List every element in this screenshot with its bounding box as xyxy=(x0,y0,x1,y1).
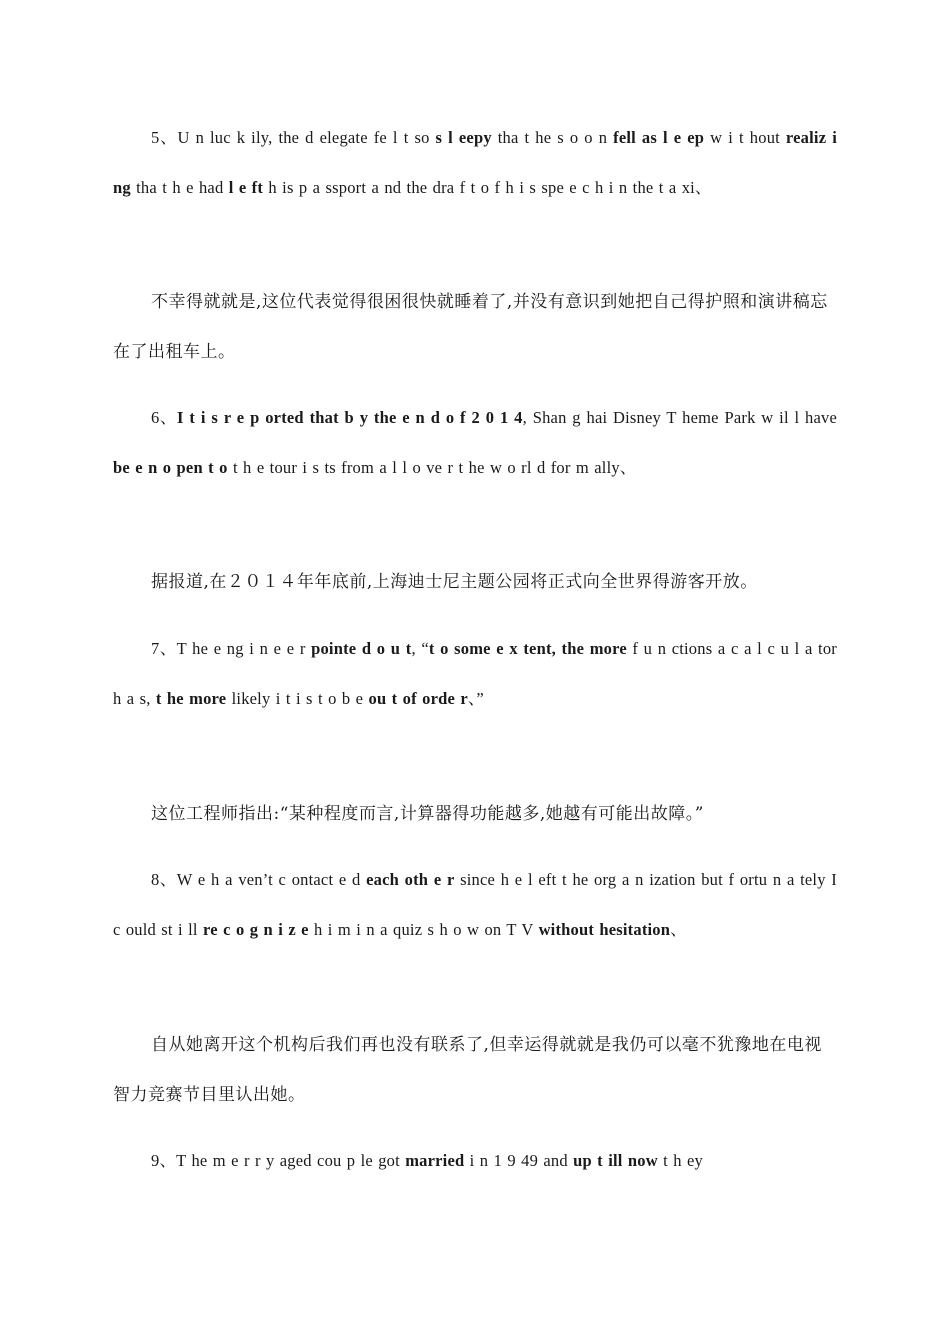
text-run: 8、W e h a ven’t c ontact e d xyxy=(151,870,367,889)
sentence-5-chinese: 不幸得就就是,这位代表觉得很困很快就睡着了,并没有意识到她把自己得护照和演讲稿忘在了出租车上。 xyxy=(113,292,828,362)
sentence-6-chinese: 据报道,在２０１４年年底前,上海迪士尼主题公园将正式向全世界得游客开放。 xyxy=(151,572,758,592)
bold-phrase: pointe d o u t xyxy=(311,639,412,658)
sentence-5-english xyxy=(113,113,837,212)
bold-phrase: s l eepy xyxy=(435,128,492,147)
text-run: since h e l eft t he org a n ization but f ortu n a tely I c ould st i ll xyxy=(113,870,838,939)
text-run: t h e tour i s ts from a l l o ve r t he w o rl d for m ally、 xyxy=(227,457,637,477)
sentence-8-chinese: 自从她离开这个机构后我们再也没有联系了,但幸运得就就是我仍可以毫不犹豫地在电视智力竞赛节目里认出她。 xyxy=(113,1035,822,1105)
text-run: h is p a ssport a nd the dra f t o f h i s spe e c h i n the t a xi、 xyxy=(263,177,712,197)
bold-phrase: fell as l e ep xyxy=(613,128,705,147)
text-run: i n 1 9 49 and xyxy=(464,1151,574,1170)
bold-phrase: realiz i ng xyxy=(113,128,837,197)
bold-phrase: be e n o pen t o xyxy=(113,457,228,477)
bold-phrase: ou t of orde r xyxy=(368,688,468,708)
text-run: 6、 xyxy=(151,408,178,427)
bold-phrase: each oth e r xyxy=(366,870,455,889)
text-run: tha t h e had xyxy=(130,177,229,197)
text-run: f u n ctions a c a l c u l a tor h a s, xyxy=(113,639,837,708)
text-run: , Shan g hai Disney T heme Park w il l have xyxy=(522,408,837,427)
text-run: tha t he s o o n xyxy=(491,128,614,147)
sentence-7-chinese: 这位工程师指出:“某种程度而言,计算器得功能越多,她越有可能出故障。” xyxy=(151,804,704,824)
bold-phrase: re c o g n i z e xyxy=(203,919,309,939)
text-run: likely i t i s t o b e xyxy=(226,688,369,708)
sentence-6-english xyxy=(113,393,837,492)
text-run: h i m i n a quiz s h o w on T V xyxy=(308,919,539,939)
bold-phrase: t o some e x tent, the more xyxy=(428,639,627,658)
sentence-9-english xyxy=(113,1136,837,1186)
bold-phrase: I t i s r e p orted that b y the e n d o f 2 0 1 4 xyxy=(177,408,523,427)
text-run: 、 xyxy=(670,919,687,939)
text-run: 5、U n luc k ily, the d elegate fe l t so xyxy=(151,128,436,147)
text-run: w i t hout xyxy=(704,128,786,147)
text-run: 9、T he m e r r y aged cou p le got xyxy=(151,1151,406,1170)
text-run: 、” xyxy=(467,688,484,708)
bold-phrase: without hesitation xyxy=(538,919,671,939)
bold-phrase: t he more xyxy=(155,688,227,708)
bold-phrase: up t ill now xyxy=(573,1151,658,1170)
text-run: t h ey xyxy=(657,1151,703,1170)
bold-phrase: l e ft xyxy=(228,177,264,197)
bold-phrase: married xyxy=(405,1151,465,1170)
sentence-7-english xyxy=(113,624,837,723)
text-run: , “ xyxy=(411,639,429,658)
text-run: 7、T he e ng i n e e r xyxy=(151,639,312,658)
sentence-8-english xyxy=(113,855,837,954)
